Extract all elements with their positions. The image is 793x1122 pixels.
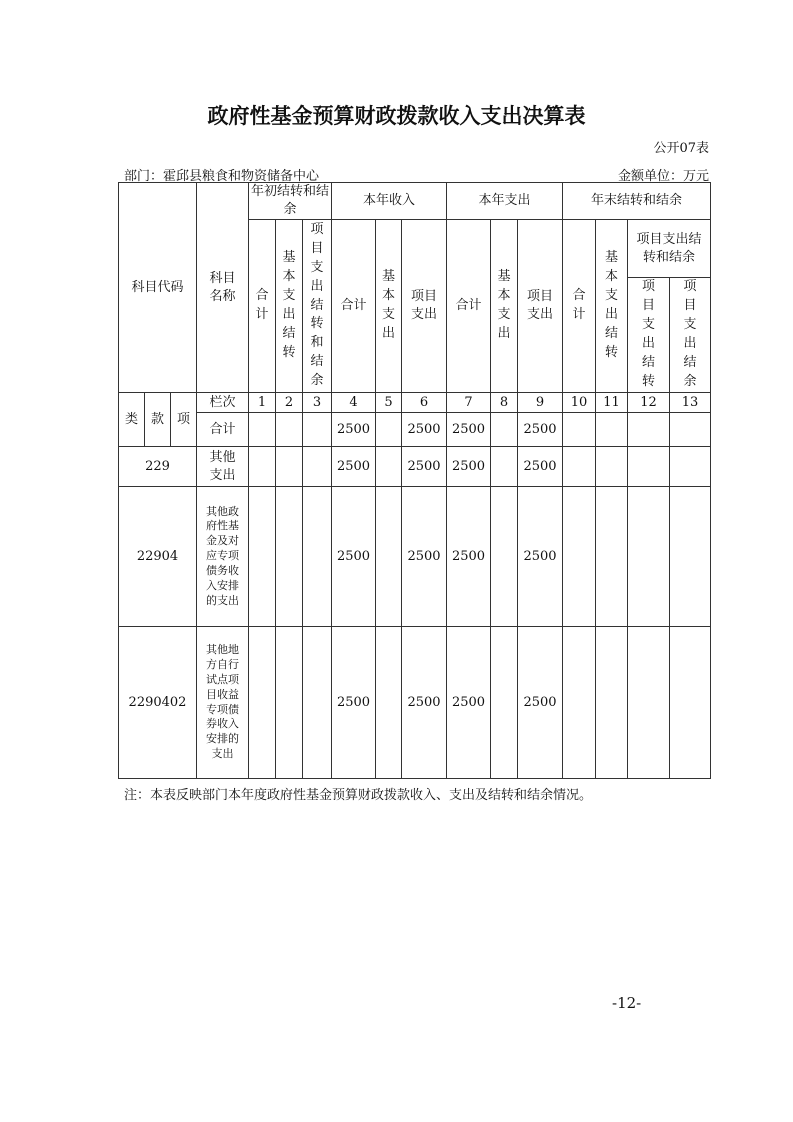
cell-value xyxy=(276,447,303,487)
row-name: 其他支出 xyxy=(197,447,249,487)
cell-value: 2500 xyxy=(332,627,376,779)
cell-value: 2500 xyxy=(518,413,563,447)
cell-value xyxy=(491,447,518,487)
header-project-balance: 项目支出结余 xyxy=(670,278,711,393)
cell-value xyxy=(376,627,402,779)
cell-value xyxy=(596,627,628,779)
cell-value xyxy=(563,627,596,779)
cell-value: 2500 xyxy=(518,487,563,627)
budget-table xyxy=(118,182,711,779)
column-no: 12 xyxy=(628,393,670,413)
cell-value xyxy=(670,447,711,487)
cell-value xyxy=(491,413,518,447)
header-item: 项 xyxy=(171,393,197,447)
table-row xyxy=(119,487,711,627)
cell-value: 2500 xyxy=(518,627,563,779)
header-carry-end-total: 合计 xyxy=(563,220,596,393)
column-no: 3 xyxy=(303,393,332,413)
cell-value xyxy=(491,627,518,779)
cell-value xyxy=(303,627,332,779)
cell-value: 2500 xyxy=(447,487,491,627)
cell-value: 2500 xyxy=(332,413,376,447)
column-no: 7 xyxy=(447,393,491,413)
table-row xyxy=(119,627,711,779)
header-expense-basic: 基本支出 xyxy=(491,220,518,393)
cell-value: 2500 xyxy=(402,627,447,779)
cell-value: 2500 xyxy=(447,413,491,447)
row-code: 229 xyxy=(119,447,197,487)
cell-value xyxy=(276,413,303,447)
row-code: 2290402 xyxy=(119,627,197,779)
header-subject-name: 科目名称 xyxy=(197,183,249,393)
header-column-no: 栏次 xyxy=(197,393,249,413)
cell-value xyxy=(491,487,518,627)
header-carry-end-project: 项目支出结转和结余 xyxy=(628,220,711,278)
cell-value xyxy=(249,487,276,627)
header-carry-start-total: 合计 xyxy=(249,220,276,393)
cell-value: 2500 xyxy=(447,627,491,779)
cell-value xyxy=(376,447,402,487)
cell-value xyxy=(303,487,332,627)
column-no: 6 xyxy=(402,393,447,413)
cell-value xyxy=(563,413,596,447)
page-number: -12- xyxy=(612,994,642,1012)
column-no: 11 xyxy=(596,393,628,413)
column-no: 5 xyxy=(376,393,402,413)
header-expense-project: 项目支出 xyxy=(518,220,563,393)
unit-label: 金额单位：万元 xyxy=(617,169,709,184)
header-income-total: 合计 xyxy=(332,220,376,393)
header-subject-code: 科目代码 xyxy=(119,183,197,393)
cell-value xyxy=(596,487,628,627)
cell-value xyxy=(670,413,711,447)
cell-value: 2500 xyxy=(332,447,376,487)
cell-value xyxy=(303,447,332,487)
row-name: 合计 xyxy=(197,413,249,447)
header-carry-start: 年初结转和结余 xyxy=(249,183,332,220)
cell-value: 2500 xyxy=(402,487,447,627)
cell-value xyxy=(249,413,276,447)
table-row xyxy=(119,413,711,447)
cell-value: 2500 xyxy=(332,487,376,627)
cell-value xyxy=(563,447,596,487)
header-carry-end-basic: 基本支出结转 xyxy=(596,220,628,393)
header-income-basic: 基本支出 xyxy=(376,220,402,393)
header-carry-start-project: 项目支出结转和结余 xyxy=(303,220,332,393)
cell-value xyxy=(628,413,670,447)
column-no: 9 xyxy=(518,393,563,413)
header-expense-total: 合计 xyxy=(447,220,491,393)
header-income: 本年收入 xyxy=(332,183,447,220)
cell-value xyxy=(628,487,670,627)
row-name: 其他地方自行试点项目收益专项债券收入安排的支出 xyxy=(197,627,249,779)
row-name: 其他政府性基金及对应专项债务收入安排的支出 xyxy=(197,487,249,627)
column-no: 1 xyxy=(249,393,276,413)
table-note: 注：本表反映部门本年度政府性基金预算财政拨款收入、支出及结转和结余情况。 xyxy=(124,788,593,803)
header-project-carry: 项目支出结转 xyxy=(628,278,670,393)
header-expense: 本年支出 xyxy=(447,183,563,220)
cell-value xyxy=(628,627,670,779)
department-label: 部门：霍邱县粮食和物资储备中心 xyxy=(124,169,320,184)
column-no: 13 xyxy=(670,393,711,413)
form-code: 公开07表 xyxy=(653,141,709,156)
cell-value: 2500 xyxy=(447,447,491,487)
row-code: 22904 xyxy=(119,487,197,627)
header-carry-end: 年末结转和结余 xyxy=(563,183,711,220)
column-no: 4 xyxy=(332,393,376,413)
column-no: 2 xyxy=(276,393,303,413)
cell-value xyxy=(276,627,303,779)
column-no: 10 xyxy=(563,393,596,413)
cell-value xyxy=(249,447,276,487)
table-row xyxy=(119,447,711,487)
cell-value xyxy=(376,413,402,447)
header-section: 款 xyxy=(145,393,171,447)
cell-value: 2500 xyxy=(402,413,447,447)
cell-value xyxy=(670,487,711,627)
page-title: 政府性基金预算财政拨款收入支出决算表 xyxy=(207,104,586,128)
header-income-project: 项目支出 xyxy=(402,220,447,393)
cell-value xyxy=(628,447,670,487)
cell-value xyxy=(376,487,402,627)
cell-value xyxy=(670,627,711,779)
cell-value xyxy=(596,413,628,447)
cell-value xyxy=(276,487,303,627)
cell-value xyxy=(249,627,276,779)
header-carry-start-basic: 基本支出结转 xyxy=(276,220,303,393)
cell-value: 2500 xyxy=(518,447,563,487)
cell-value xyxy=(596,447,628,487)
cell-value xyxy=(563,487,596,627)
cell-value xyxy=(303,413,332,447)
header-class: 类 xyxy=(119,393,145,447)
cell-value: 2500 xyxy=(402,447,447,487)
column-no: 8 xyxy=(491,393,518,413)
